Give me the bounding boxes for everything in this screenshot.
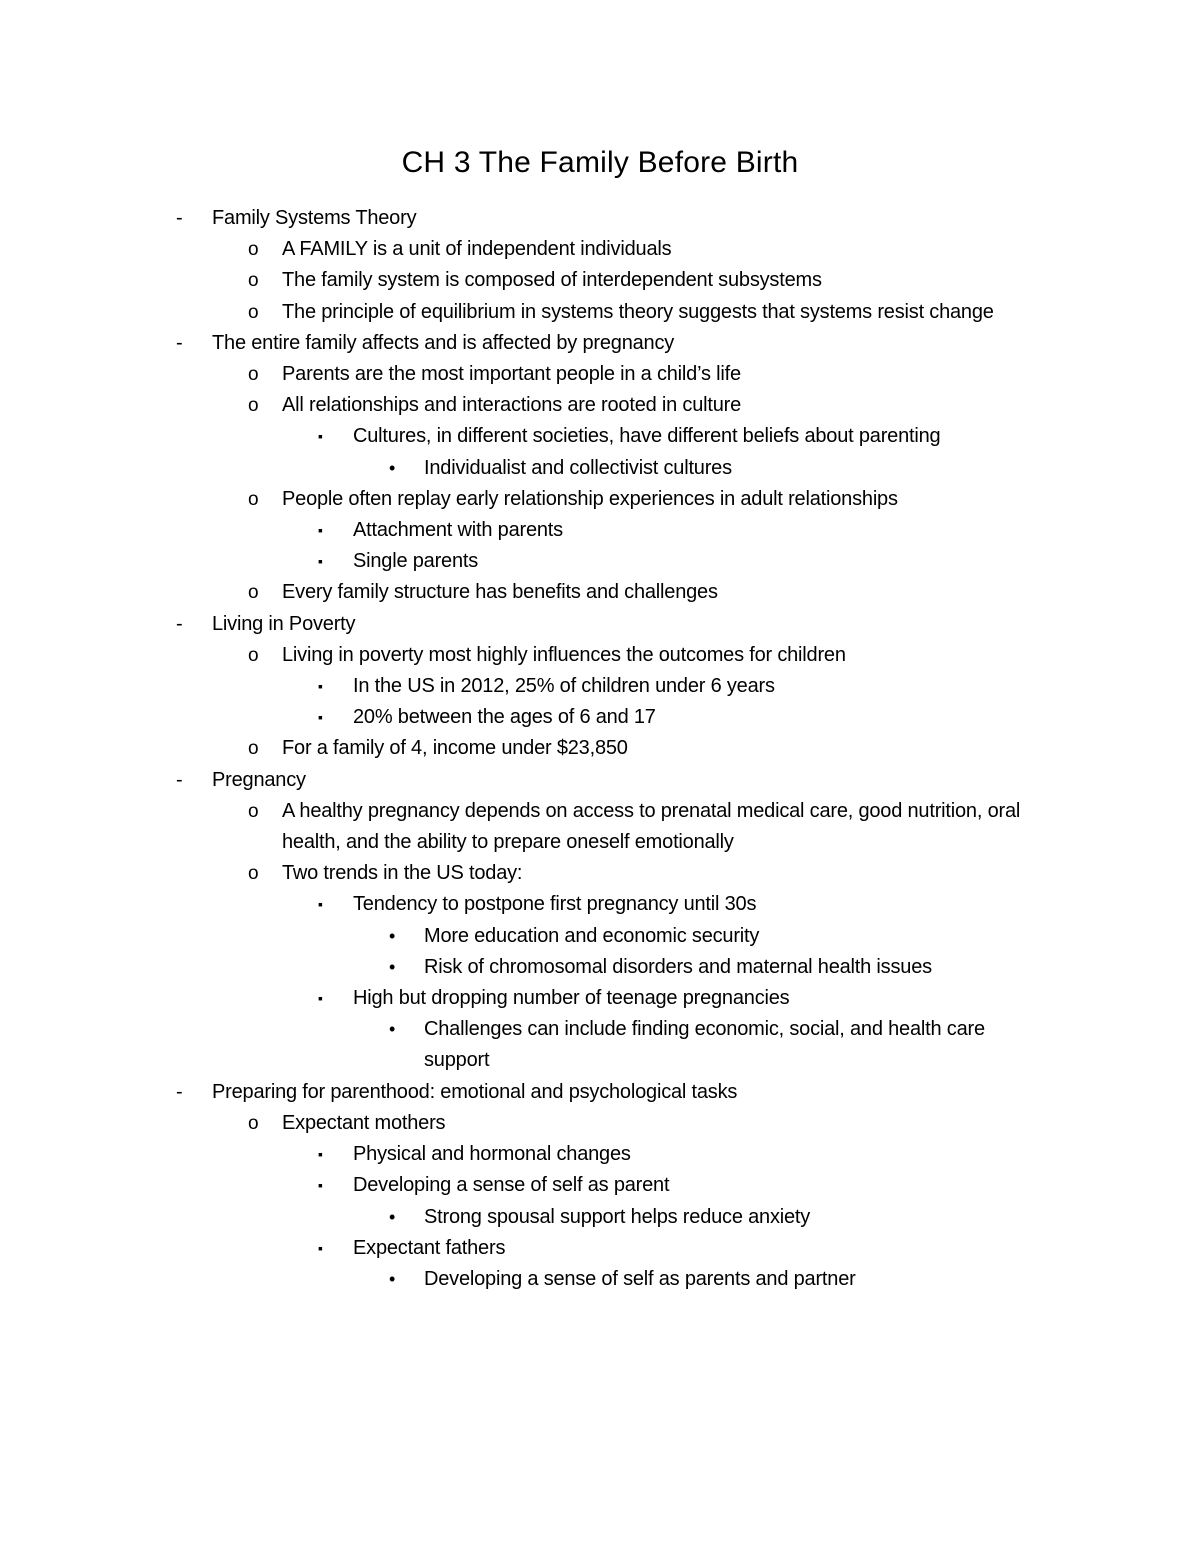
bullet-marker-icon: ▪ (318, 709, 323, 726)
bullet-marker-icon: ▪ (318, 428, 323, 445)
outline-item-text: Pregnancy (212, 768, 306, 791)
bullet-marker-icon: o (248, 863, 259, 885)
outline-item-level-1 (0, 265, 1062, 296)
bullet-marker-icon: • (389, 956, 396, 977)
outline-item-text: Parents are the most important people in a child’s life (282, 363, 741, 386)
bullet-marker-icon: o (248, 582, 259, 604)
outline-item-level-2 (0, 421, 1053, 452)
outline-item-text: Cultures, in different societies, have different beliefs about parenting (353, 425, 941, 448)
outline-item-text: In the US in 2012, 25% of children under 6 years (353, 675, 775, 698)
outline-item-text: Two trends in the US today: (282, 862, 523, 885)
page-title: CH 3 The Family Before Birth (401, 146, 799, 179)
bullet-marker-icon: o (248, 488, 259, 510)
outline-item-text: Tendency to postpone first pregnancy until 30s (353, 893, 757, 916)
notes-outline (0, 203, 1200, 1295)
outline-item-text: Risk of chromosomal disorders and maternal health issues (424, 955, 932, 978)
outline-item-level-1 (0, 484, 1062, 515)
outline-item-level-3 (0, 1014, 1054, 1076)
bullet-marker-icon: o (248, 239, 259, 261)
bullet-marker-icon: o (248, 644, 259, 666)
outline-item-level-2 (0, 1233, 1053, 1264)
outline-item-text: Attachment with parents (353, 519, 563, 542)
bullet-marker-icon: ▪ (318, 678, 323, 695)
outline-item-level-3 (0, 1202, 1054, 1233)
outline-item-level-2 (0, 671, 1053, 702)
outline-item-level-2 (0, 1139, 1053, 1170)
outline-item-level-1 (0, 390, 1062, 421)
bullet-marker-icon: o (248, 301, 259, 323)
outline-item-level-1 (0, 640, 1062, 671)
outline-item-level-0 (0, 609, 1062, 640)
outline-item-level-3 (0, 921, 1054, 952)
bullet-marker-icon: o (248, 738, 259, 760)
bullet-marker-icon: - (176, 207, 183, 229)
outline-item-level-3 (0, 1264, 1054, 1295)
outline-item-text: People often replay early relationship experiences in adult relationships (282, 487, 898, 510)
outline-item-text: Single parents (353, 550, 479, 573)
outline-item-text: Strong spousal support helps reduce anxiety (424, 1205, 811, 1228)
bullet-marker-icon: - (176, 1080, 183, 1103)
bullet-marker-icon: - (176, 768, 183, 791)
bullet-marker-icon: • (389, 457, 396, 478)
outline-item-level-1 (0, 1108, 1062, 1139)
outline-item-level-1 (0, 858, 1062, 889)
outline-item-level-1 (0, 234, 1062, 265)
bullet-marker-icon: o (248, 364, 259, 386)
bullet-marker-icon: • (389, 1268, 396, 1289)
bullet-marker-icon: o (248, 395, 259, 417)
outline-item-level-2 (0, 983, 1053, 1014)
outline-item-text: A healthy pregnancy depends on access to prenatal medical care, good nutrition, oral health, and the ability to prepare oneself emotionally (282, 799, 1021, 854)
outline-item-text: The principle of equilibrium in systems theory suggests that systems resist change (282, 300, 994, 323)
bullet-marker-icon: ▪ (318, 1177, 323, 1194)
outline-item-level-3 (0, 952, 1054, 983)
outline-item-level-0 (0, 1077, 1062, 1108)
outline-item-level-1 (0, 796, 1062, 858)
bullet-marker-icon: • (389, 925, 396, 946)
outline-item-text: Living in Poverty (212, 612, 356, 635)
bullet-marker-icon: ▪ (318, 990, 323, 1007)
outline-item-level-1 (0, 297, 1062, 328)
bullet-marker-icon: • (389, 1019, 396, 1040)
outline-item-level-2 (0, 515, 1053, 546)
outline-item-text: Preparing for parenthood: emotional and psychological tasks (212, 1080, 738, 1103)
bullet-marker-icon: ▪ (318, 896, 323, 913)
outline-item-level-0 (0, 765, 1062, 796)
outline-item-level-0 (0, 203, 1062, 234)
outline-item-level-2 (0, 546, 1053, 577)
bullet-marker-icon: o (248, 1112, 259, 1134)
outline-item-text: Living in poverty most highly influences the outcomes for children (282, 643, 846, 666)
outline-item-text: Every family structure has benefits and challenges (282, 581, 718, 604)
outline-item-text: The entire family affects and is affected by pregnancy (212, 331, 675, 354)
outline-item-text: Expectant fathers (353, 1236, 506, 1259)
outline-item-level-2 (0, 1170, 1053, 1201)
outline-item-text: Expectant mothers (282, 1111, 446, 1134)
outline-item-level-1 (0, 733, 1062, 764)
outline-item-text: Family Systems Theory (212, 207, 417, 229)
bullet-marker-icon: - (176, 331, 183, 354)
bullet-marker-icon: ▪ (318, 1239, 323, 1256)
outline-item-text: Developing a sense of self as parent (353, 1174, 670, 1197)
outline-item-text: Physical and hormonal changes (353, 1143, 631, 1166)
bullet-marker-icon: • (389, 1206, 396, 1227)
outline-item-text: All relationships and interactions are rooted in culture (282, 394, 742, 417)
outline-item-text: More education and economic security (424, 924, 760, 947)
outline-item-text: Developing a sense of self as parents and partner (424, 1267, 856, 1290)
outline-item-level-3 (0, 453, 1054, 484)
bullet-marker-icon: ▪ (318, 522, 323, 539)
outline-item-level-2 (0, 702, 1053, 733)
outline-item-text: A FAMILY is a unit of independent individuals (282, 238, 672, 261)
outline-item-level-0 (0, 328, 1062, 359)
outline-item-text: 20% between the ages of 6 and 17 (353, 706, 656, 729)
outline-item-text: The family system is composed of interdependent subsystems (282, 269, 822, 292)
bullet-marker-icon: o (248, 800, 259, 822)
bullet-marker-icon: ▪ (318, 553, 323, 570)
bullet-marker-icon: ▪ (318, 1146, 323, 1163)
outline-item-text: Individualist and collectivist cultures (424, 456, 732, 479)
bullet-marker-icon: - (176, 612, 183, 635)
outline-item-level-2 (0, 889, 1053, 920)
outline-item-text: For a family of 4, income under $23,850 (282, 737, 628, 760)
outline-item-text: High but dropping number of teenage pregnancies (353, 987, 790, 1010)
outline-item-level-1 (0, 359, 1062, 390)
bullet-marker-icon: o (248, 270, 259, 292)
outline-item-text: Challenges can include finding economic, social, and health care support (424, 1018, 985, 1072)
outline-item-level-1 (0, 577, 1062, 608)
